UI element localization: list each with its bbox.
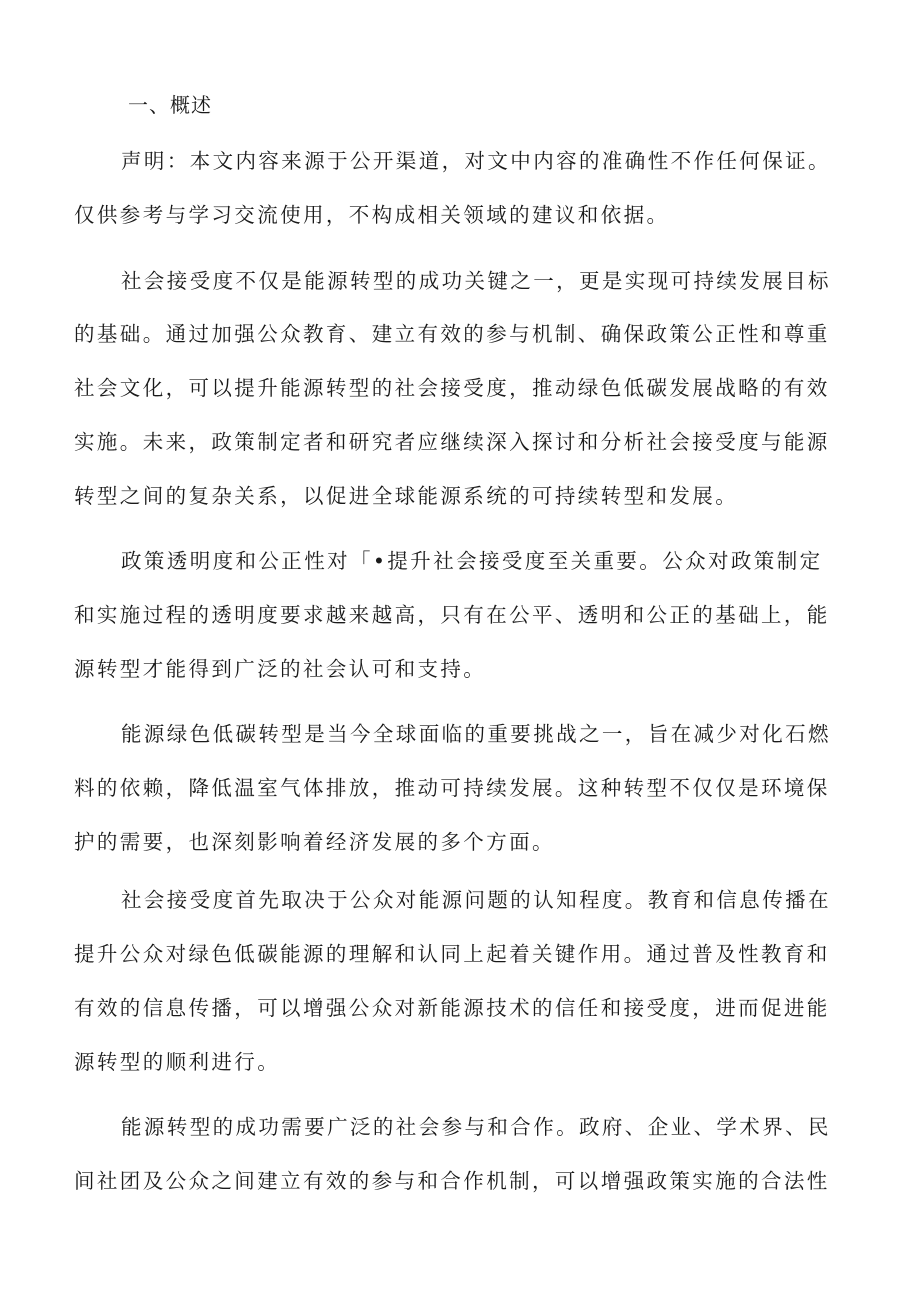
text-line: 声明：本文内容来源于公开渠道，对文中内容的准确性不作任何保证。 xyxy=(121,149,831,173)
text-line: 实施。未来，政策制定者和研究者应继续深入探讨和分析社会接受度与能源 xyxy=(74,430,830,454)
text-line: 能源转型的成功需要广泛的社会参与和合作。政府、企业、学术界、民 xyxy=(121,1115,831,1139)
text-line: 护的需要，也深刻影响着经济发展的多个方面。 xyxy=(74,830,555,854)
section-heading: 一、概述 xyxy=(128,93,212,117)
text-line: 料的依赖，降低温室气体排放，推动可持续发展。这种转型不仅仅是环境保 xyxy=(74,776,830,800)
text-line: 转型之间的复杂关系，以促进全球能源系统的可持续转型和发展。 xyxy=(74,484,739,508)
text-line: 社会文化，可以提升能源转型的社会接受度，推动绿色低碳发展战略的有效 xyxy=(74,376,830,400)
text-line: 的基础。通过加强公众教育、建立有效的参与机制、确保政策公正性和尊重 xyxy=(74,322,830,346)
text-line: 间社团及公众之间建立有效的参与和合作机制，可以增强政策实施的合法性 xyxy=(74,1169,830,1193)
text-line: 提升公众对绿色低碳能源的理解和认同上起着关键作用。通过普及性教育和 xyxy=(74,942,830,966)
text-line: 社会接受度首先取决于公众对能源问题的认知程度。教育和信息传播在 xyxy=(121,888,831,912)
text-line: 能源绿色低碳转型是当今全球面临的重要挑战之一，旨在减少对化石燃 xyxy=(121,722,831,746)
text-line: 和实施过程的透明度要求越来越高，只有在公平、透明和公正的基础上，能 xyxy=(74,603,830,627)
text-line: 仅供参考与学习交流使用，不构成相关领域的建议和依据。 xyxy=(74,203,670,227)
text-line: 政策透明度和公正性对「•提升社会接受度至关重要。公众对政策制定 xyxy=(121,549,823,573)
text-line: 源转型才能得到广泛的社会认可和支持。 xyxy=(74,657,487,681)
text-line: 源转型的顺利进行。 xyxy=(74,1050,281,1074)
text-line: 社会接受度不仅是能源转型的成功关键之一，更是实现可持续发展目标 xyxy=(121,269,831,293)
text-line: 有效的信息传播，可以增强公众对新能源技术的信任和接受度，进而促进能 xyxy=(74,996,830,1020)
